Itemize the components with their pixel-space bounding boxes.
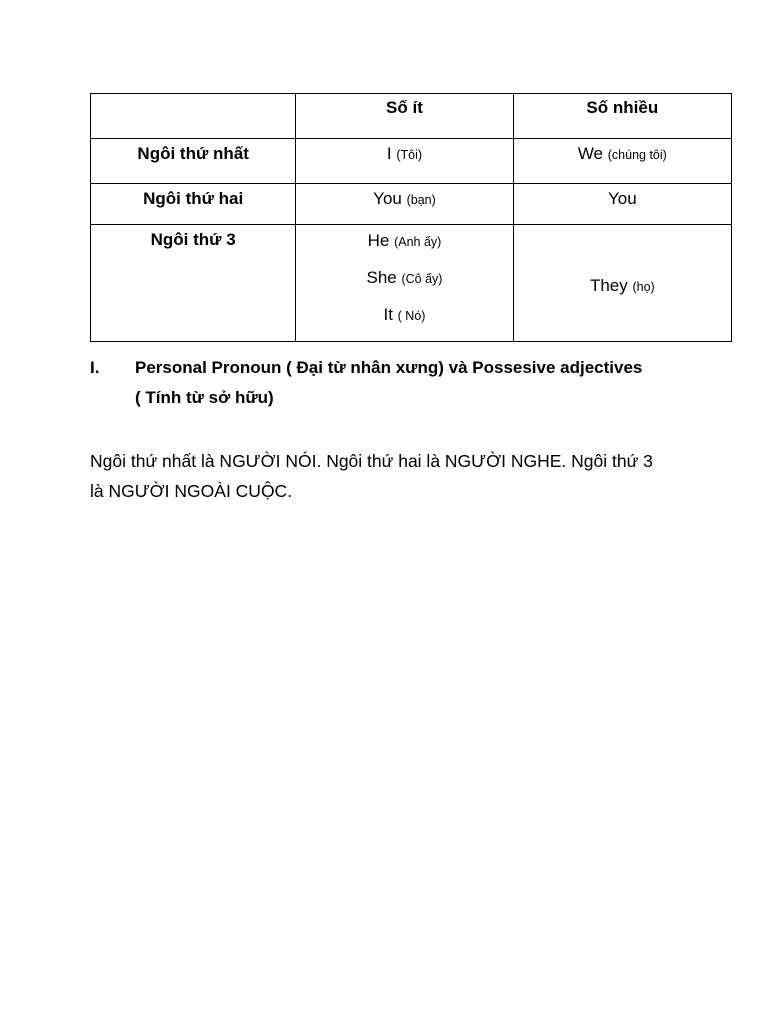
pronoun-note: (Anh ấy)	[394, 235, 442, 249]
cell-second-plural	[513, 184, 731, 225]
body-paragraph	[90, 446, 690, 506]
section-title-line1: Personal Pronoun ( Đại từ nhân xưng) và Possesive adjectives	[135, 358, 643, 377]
stack-line	[296, 267, 512, 304]
pronoun-note: (Tôi)	[396, 148, 423, 162]
cell-first-singular	[296, 139, 513, 184]
table-row	[91, 139, 732, 184]
pronoun-table	[90, 93, 732, 342]
section-heading-line1	[90, 353, 710, 383]
pronoun-note: (Cô ấy)	[401, 272, 443, 286]
row-label-third-person: Ngôi thứ 3	[91, 225, 296, 342]
cell-first-plural	[513, 139, 731, 184]
cell-second-singular	[296, 184, 513, 225]
pronoun-word: You	[373, 189, 402, 208]
paragraph-line1: Ngôi thứ nhất là NGƯỜI NÓI. Ngôi thứ hai là NGƯỜI NGHE. Ngôi thứ 3	[90, 451, 653, 471]
pronoun-word: We	[577, 144, 604, 163]
stack-line	[296, 230, 512, 267]
pronoun-word: You	[607, 189, 637, 208]
pronoun-word: It	[383, 305, 393, 324]
pronoun-note: (bạn)	[406, 193, 436, 207]
pronoun-note: (chúng tôi)	[607, 148, 667, 162]
table-row	[91, 225, 732, 342]
paragraph-line2: là NGƯỜI NGOÀI CUỘC.	[90, 481, 293, 501]
table-header-row	[91, 94, 732, 139]
pronoun-word: I	[386, 144, 392, 163]
header-empty-cell	[91, 94, 296, 139]
row-label-first-person: Ngôi thứ nhất	[91, 139, 296, 184]
header-plural: Số nhiều	[513, 94, 731, 139]
pronoun-word: They	[589, 275, 628, 295]
table-row	[91, 184, 732, 225]
section-number: I.	[90, 358, 100, 377]
row-label-second-person: Ngôi thứ hai	[91, 184, 296, 225]
pronoun-word: He	[367, 231, 390, 250]
pronoun-word: She	[366, 268, 397, 287]
header-singular: Số ít	[296, 94, 513, 139]
cell-third-singular	[296, 225, 513, 342]
pronoun-note: ( Nó)	[397, 309, 426, 323]
section-heading	[90, 353, 710, 413]
stack-line	[296, 304, 512, 341]
section-title-line2: ( Tính từ sở hữu)	[135, 388, 274, 407]
cell-third-plural	[513, 225, 731, 342]
pronoun-note: (họ)	[632, 279, 655, 294]
